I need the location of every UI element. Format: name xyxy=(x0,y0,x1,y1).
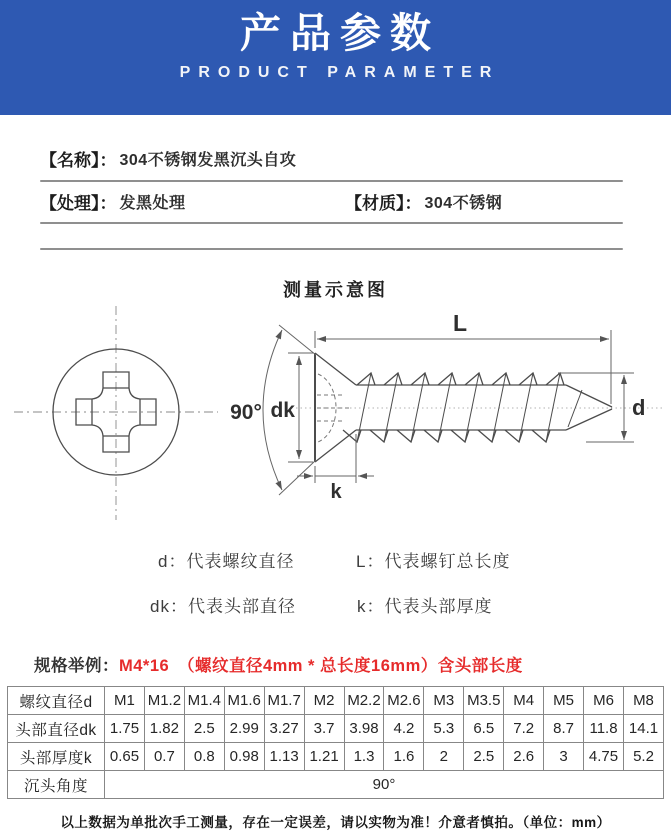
legend-item-L: L：代表螺钉总长度 xyxy=(356,552,511,571)
value-cell: 7.2 xyxy=(504,715,544,743)
value-cell: M8 xyxy=(623,687,663,715)
value-cell: 6.5 xyxy=(464,715,504,743)
value-cell: M3 xyxy=(424,687,464,715)
page-subtitle: PRODUCT PARAMETER xyxy=(179,64,500,82)
spec-example-label: 规格举例： xyxy=(34,657,119,675)
value-cell: 2.5 xyxy=(464,743,504,771)
value-cell: M1.2 xyxy=(144,687,184,715)
table-row xyxy=(8,743,664,771)
value-cell: M1.7 xyxy=(264,687,304,715)
value-cell: 3.98 xyxy=(344,715,384,743)
value-cell: 1.82 xyxy=(144,715,184,743)
value-cell: 0.8 xyxy=(184,743,224,771)
value-cell: M3.5 xyxy=(464,687,504,715)
value-cell: M1.6 xyxy=(224,687,264,715)
dim-label-diameter: d xyxy=(632,395,646,420)
name-value: 304不锈钢发黑沉头自攻 xyxy=(119,151,297,169)
value-cell: 2 xyxy=(424,743,464,771)
legend-item-d: d：代表螺纹直径 xyxy=(158,552,295,571)
legend-item-k: k：代表头部厚度 xyxy=(357,597,493,616)
spec-example-line xyxy=(34,652,523,676)
value-cell: 2.6 xyxy=(504,743,544,771)
value-cell: 14.1 xyxy=(623,715,663,743)
value-cell: M1.4 xyxy=(184,687,224,715)
screw-side-view xyxy=(296,353,662,462)
value-cell: 5.3 xyxy=(424,715,464,743)
dim-label-dk: dk xyxy=(270,399,295,422)
value-cell: 3 xyxy=(544,743,584,771)
table-row xyxy=(8,715,664,743)
value-cell: M2.6 xyxy=(384,687,424,715)
info-row-process xyxy=(40,190,186,212)
info-row-material xyxy=(345,190,502,212)
value-cell: M2 xyxy=(304,687,344,715)
value-cell: 1.6 xyxy=(384,743,424,771)
legend-item-dk: dk：代表头部直径 xyxy=(150,597,296,616)
value-cell: 1.75 xyxy=(105,715,145,743)
row-label: 沉头角度 xyxy=(8,771,105,799)
divider xyxy=(40,248,623,250)
merged-value-cell: 90° xyxy=(105,771,664,799)
value-cell: 0.7 xyxy=(144,743,184,771)
divider xyxy=(40,222,623,224)
value-cell: M5 xyxy=(544,687,584,715)
process-value: 发黑处理 xyxy=(119,194,186,212)
measurement-diagram xyxy=(0,300,671,530)
value-cell: 4.2 xyxy=(384,715,424,743)
value-cell: M2.2 xyxy=(344,687,384,715)
info-row-name xyxy=(40,147,296,169)
value-cell: 11.8 xyxy=(584,715,624,743)
material-label: 【材质】： xyxy=(345,193,422,213)
value-cell: 2.5 xyxy=(184,715,224,743)
table-row xyxy=(8,771,664,799)
value-cell: M1 xyxy=(105,687,145,715)
process-label: 【处理】： xyxy=(40,193,117,213)
row-label: 螺纹直径d xyxy=(8,687,105,715)
footer-note: 以上数据为单批次手工测量，存在一定误差，请以实物为准！介意者慎拍。（单位：mm） xyxy=(60,815,611,830)
spec-highlight: M4*16 （螺纹直径4mm * 总长度16mm）含头部长度 xyxy=(119,657,523,675)
dim-label-length: L xyxy=(452,310,468,336)
dimension-lines xyxy=(263,325,634,495)
row-label: 头部直径dk xyxy=(8,715,105,743)
value-cell: 3.27 xyxy=(264,715,304,743)
value-cell: 1.13 xyxy=(264,743,304,771)
value-cell: M6 xyxy=(584,687,624,715)
spec-table xyxy=(7,686,664,799)
value-cell: 5.2 xyxy=(623,743,663,771)
value-cell: 0.65 xyxy=(105,743,145,771)
divider xyxy=(40,180,623,182)
value-cell: 1.21 xyxy=(304,743,344,771)
value-cell: 1.3 xyxy=(344,743,384,771)
material-value: 304不锈钢 xyxy=(424,194,503,212)
page-title: 产品参数 xyxy=(240,10,440,56)
name-label: 【名称】： xyxy=(40,150,117,170)
value-cell: 3.7 xyxy=(304,715,344,743)
value-cell: 2.99 xyxy=(224,715,264,743)
dim-label-angle: 90° xyxy=(230,401,262,424)
value-cell: 8.7 xyxy=(544,715,584,743)
value-cell: M4 xyxy=(504,687,544,715)
row-label: 头部厚度k xyxy=(8,743,105,771)
phillips-head-front-view xyxy=(14,306,218,520)
banner xyxy=(0,0,671,115)
diagram-title: 测量示意图 xyxy=(283,280,388,300)
dim-label-k: k xyxy=(330,481,342,503)
table-row xyxy=(8,687,664,715)
value-cell: 4.75 xyxy=(584,743,624,771)
value-cell: 0.98 xyxy=(224,743,264,771)
